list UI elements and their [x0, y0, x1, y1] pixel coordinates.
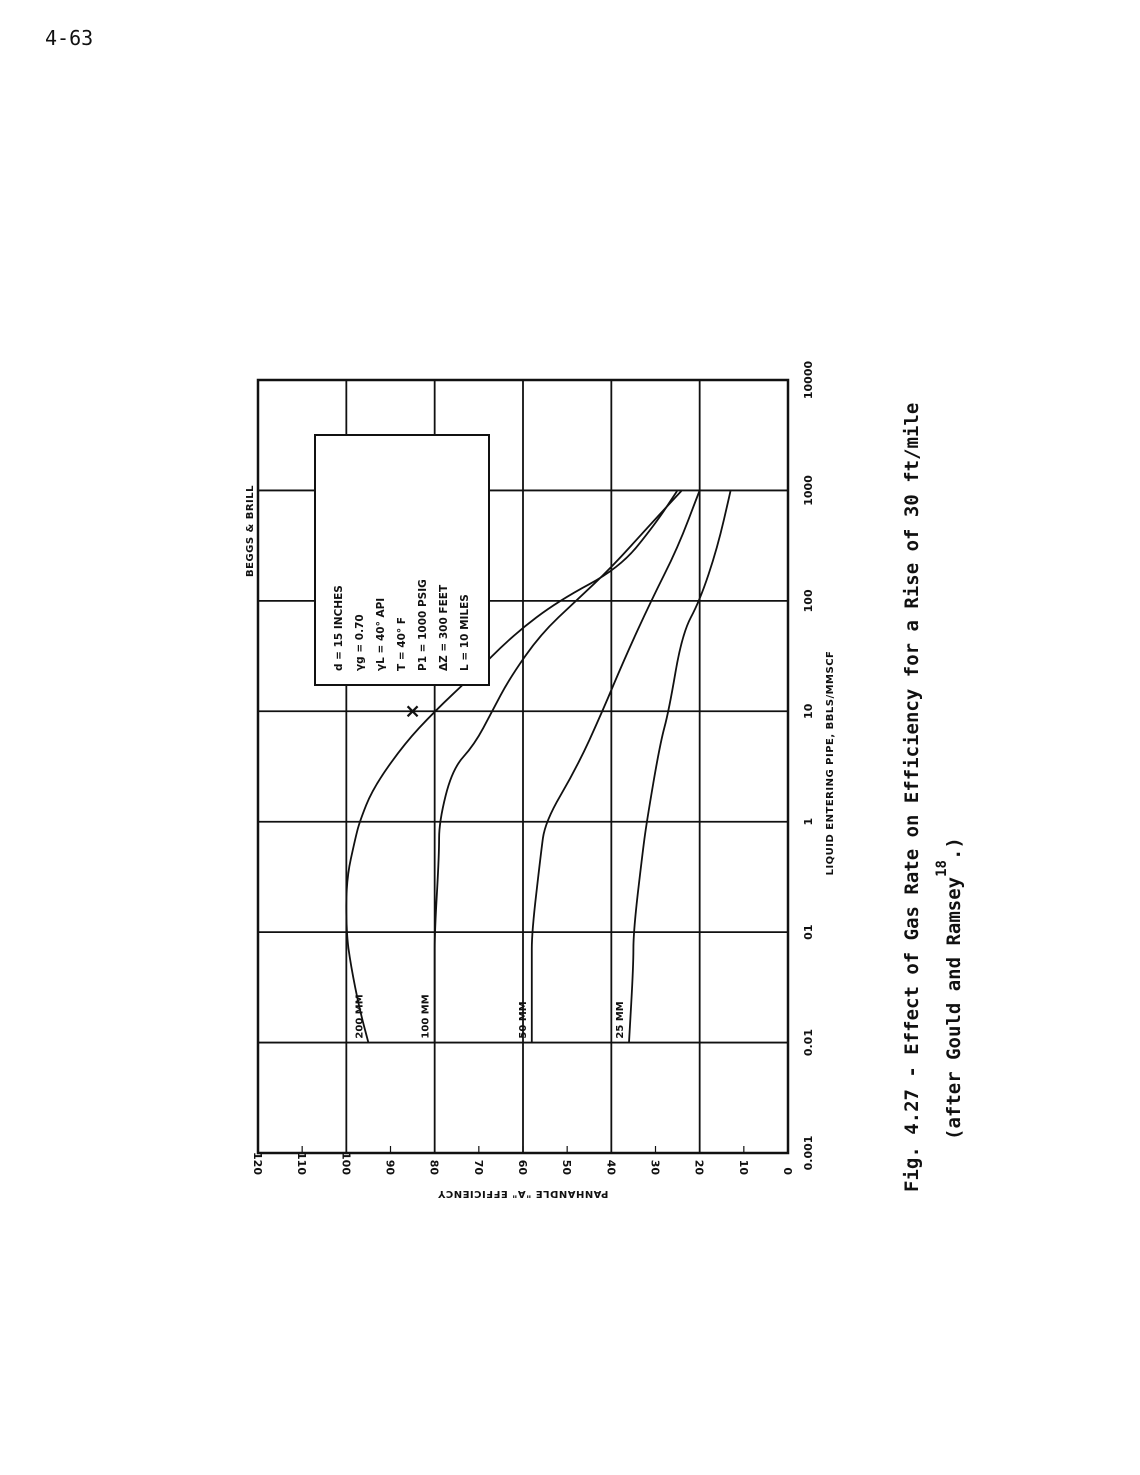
legend-line: T = 40° F: [396, 617, 408, 671]
caption-line-2: [934, 837, 965, 1140]
x-tick-label: 1: [802, 817, 815, 826]
x-tick-label: 0.01: [802, 1029, 815, 1057]
y-tick-label: 60: [516, 1159, 529, 1175]
series-line: [629, 490, 731, 1042]
y-tick-label: 70: [471, 1159, 485, 1175]
x-tick-label: 100: [802, 589, 815, 613]
y-tick-label: 10: [736, 1159, 750, 1175]
x-tick-labels: [802, 361, 815, 1171]
series-line: [532, 490, 700, 1042]
y-tick-label: 30: [648, 1159, 662, 1175]
series-labels: [354, 994, 626, 1038]
x-axis-label: LIQUID ENTERING PIPE, BBLS/MMSCF: [825, 650, 836, 876]
y-tick-label: 40: [604, 1159, 618, 1175]
y-tick-label: 80: [427, 1159, 441, 1175]
legend-line: γL = 40° API: [375, 597, 387, 671]
x-tick-label: 10: [802, 703, 815, 719]
y-tick-label: 120: [251, 1152, 264, 1175]
x-tick-label: 10000: [802, 360, 815, 400]
series-label: 200 MM: [354, 994, 366, 1039]
legend-line: P1 = 1000 PSIG: [417, 579, 429, 671]
caption-line-1: Fig. 4.27 - Effect of Gas Rate on Efficiency for a Rise of 30 ft/mile: [901, 402, 923, 1192]
x-tick-label: 1000: [802, 475, 815, 506]
x-tick-label: 0.001: [802, 1135, 815, 1171]
caption-superscript: 18: [934, 860, 950, 877]
y-tick-label: 90: [383, 1159, 397, 1175]
legend-line: d = 15 INCHES: [333, 585, 345, 671]
beggs-brill-annotation: BEGGS & BRILL: [245, 485, 256, 578]
y-tick-label: 110: [295, 1152, 309, 1175]
caption-line-2-end: .): [943, 837, 965, 861]
y-tick-label: 100: [339, 1152, 353, 1175]
page-number: 4-63: [45, 26, 94, 50]
legend-line: L = 10 MILES: [459, 594, 471, 671]
y-axis-label: PANHANDLE "A" EFFICIENCY: [437, 1188, 609, 1199]
series-label: 50 MM: [517, 1001, 529, 1039]
y-tick-label: 0: [781, 1167, 794, 1175]
legend-box: [315, 435, 489, 685]
y-tick-label: 20: [692, 1159, 706, 1175]
legend-line: γg = 0.70: [354, 614, 366, 671]
legend-line: ΔZ = 300 FEET: [438, 584, 450, 671]
figure-caption: [901, 403, 965, 1192]
rotated-plot: [245, 361, 836, 1199]
x-tick-label: 01: [802, 924, 815, 940]
y-tick-label: 50: [560, 1159, 574, 1175]
series-label: 100 MM: [420, 994, 432, 1039]
y-tick-labels: [251, 1152, 794, 1175]
series-label: 25 MM: [615, 1001, 626, 1039]
caption-line-2-text: (after Gould and Ramsey: [943, 876, 965, 1140]
